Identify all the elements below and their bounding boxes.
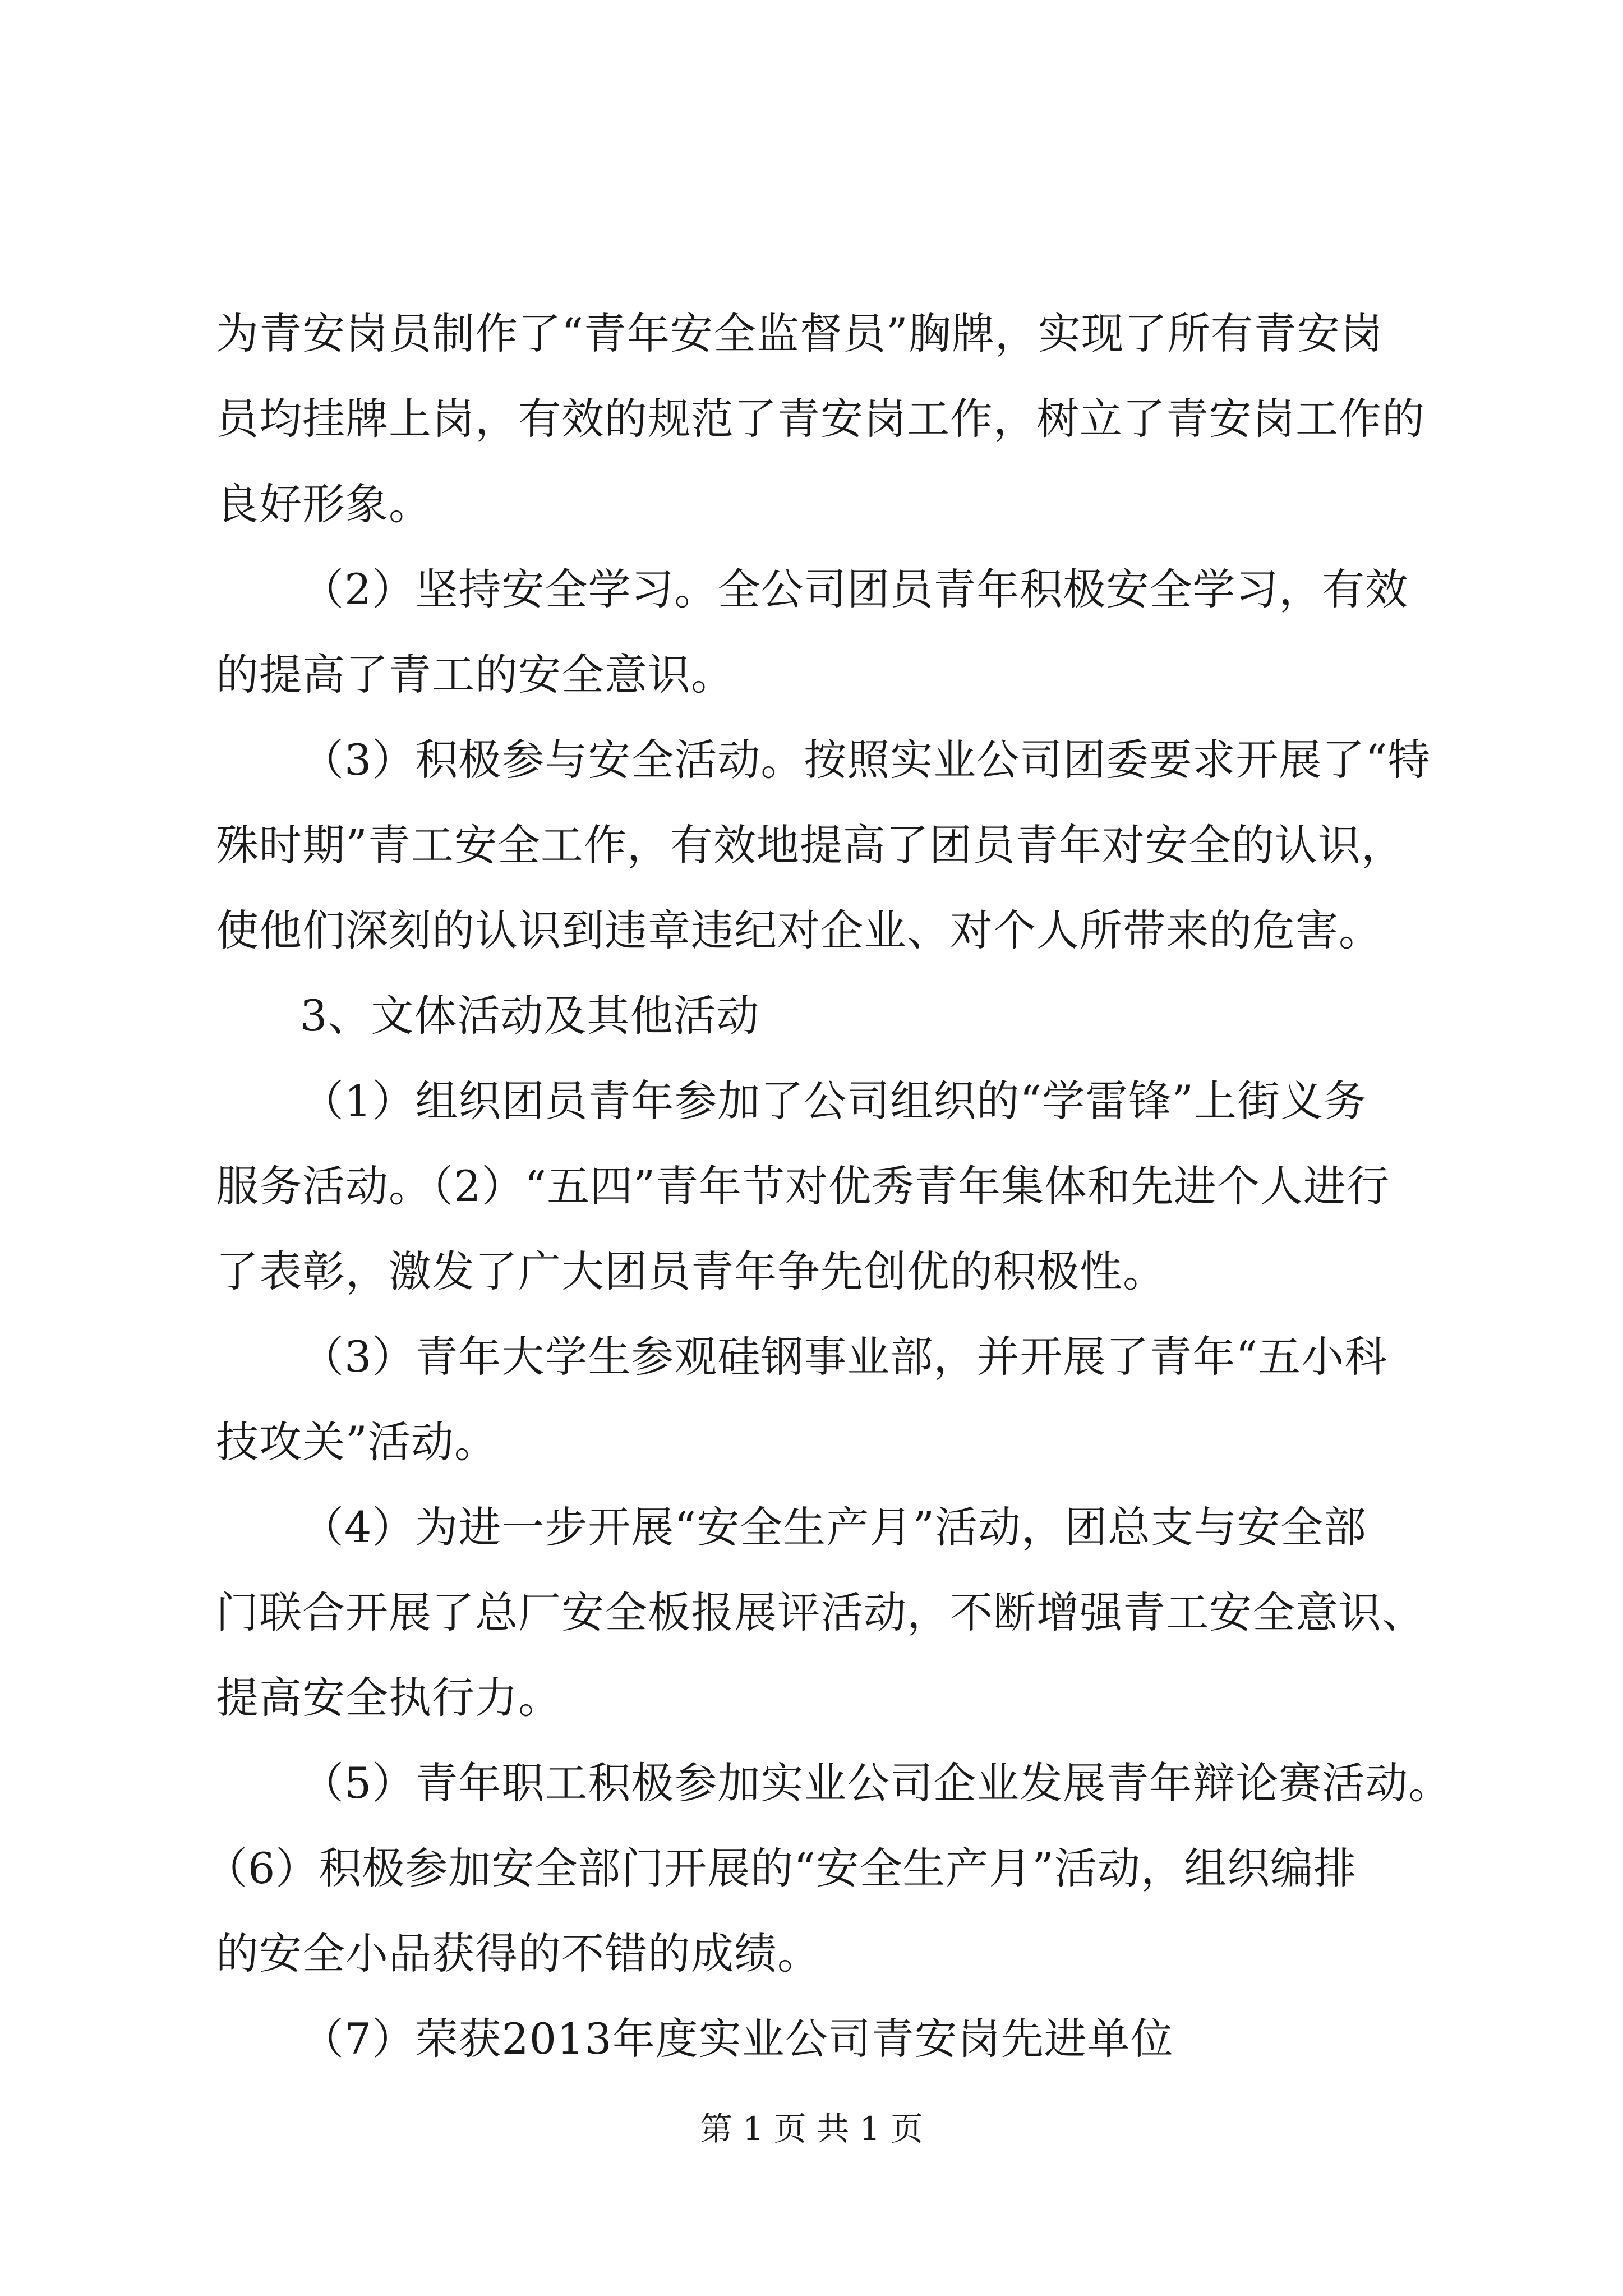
text-line: 使他们深刻的认识到违章违纪对企业、对个人所带来的危害。 [216,905,1382,955]
text-line: （5）青年职工积极参加实业公司企业发展青年辩论赛活动。 [301,1758,1452,1808]
text-line: （1）组织团员青年参加了公司组织的“学雷锋”上街义务 [301,1076,1367,1126]
text-line: 门联合开展了总厂安全板报展评活动，不断增强青工安全意识、 [216,1588,1425,1637]
text-line: 为青安岗员制作了“青年安全监督员”胸牌，实现了所有青安岗 [216,309,1384,358]
text-line: 员均挂牌上岗，有效的规范了青安岗工作，树立了青安岗工作的 [216,394,1425,444]
page-footer: 第 1 页 共 1 页 [700,2110,923,2148]
text-line: （2）坚持安全学习。全公司团员青年积极安全学习，有效 [301,564,1409,614]
text-line: （7）荣获2013年度实业公司青安岗先进单位 [301,2014,1174,2064]
text-line: （3）积极参与安全活动。按照实业公司团委要求开展了“特 [301,735,1431,785]
text-line: （4）为进一步开展“安全生产月”活动，团总支与安全部 [301,1502,1367,1552]
text-line: 了表彰，激发了广大团员青年争先创优的积极性。 [216,1246,1166,1296]
body-text [205,306,1489,2067]
text-line: 提高安全执行力。 [216,1673,561,1723]
text-line: （6）积极参加安全部门开展的“安全生产月”活动，组织编排 [205,1843,1357,1893]
text-line: （3）青年大学生参观硅钢事业部，并开展了青年“五小科 [301,1332,1388,1382]
text-line: 的安全小品获得的不错的成绩。 [216,1929,820,1978]
text-line: 的提高了青工的安全意识。 [216,650,734,700]
text-line: 技攻关”活动。 [216,1417,497,1467]
text-line: 殊时期”青工安全工作，有效地提高了团员青年对安全的认识， [216,820,1404,870]
text-line: 良好形象。 [216,479,432,529]
section-heading: 3、文体活动及其他活动 [300,991,760,1041]
text-line: 服务活动。（2）“五四”青年节对优秀青年集体和先进个人进行 [216,1161,1390,1211]
